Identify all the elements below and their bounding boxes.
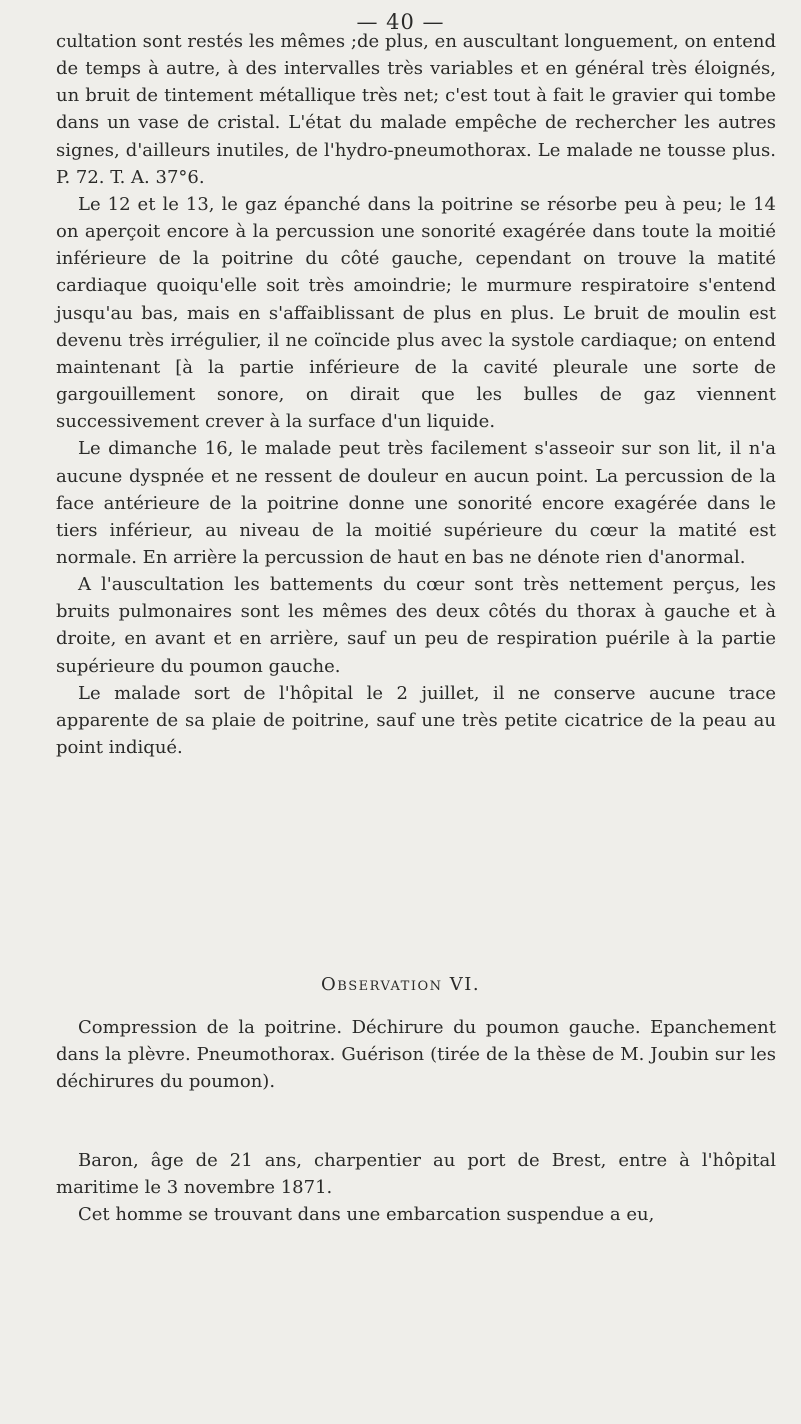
body-text-top xyxy=(56,28,776,761)
paragraph: cultation sont restés les mêmes ;de plus, en auscultant longuement, on entend de temps à autre, à des intervalles très variables et en général très éloignés, un bruit de tintement métallique très net; c'est tout à fait le gravier qui tombe dans un vase de cristal. L'état du malade empêche de rechercher les autres signes, d'ailleurs inutiles, de l'hydro-pneumothorax. Le malade ne tousse plus. P. 72. T. A. 37°6. xyxy=(56,31,776,188)
paragraph: Le 12 et le 13, le gaz épanché dans la poitrine se résorbe peu à peu; le 14 on aperçoit encore à la percussion une sonorité exagérée dans toute la moitié inférieure de la poitrine du côté gauche, cependant on trouve la matité cardiaque quoiqu'elle soit très amoindrie; le murmure respiratoire s'entend jusqu'au bas, mais en s'affaiblissant de plus en plus. Le bruit de moulin est devenu très irrégulier, il ne coïncide plus avec la systole cardiaque; on entend maintenant [à la partie inférieure de la cavité pleurale une sorte de gargouillement sonore, on dirait que les bulles de gaz viennent successivement crever à la surface d'un liquide. xyxy=(56,193,776,433)
observation-summary: Compression de la poitrine. Déchirure du poumon gauche. Epanchement dans la plèvre. Pneumothorax. Guérison (tirée de la thèse de M. Joubin sur les déchirures du poumon). xyxy=(56,1017,776,1093)
paragraph: A l'auscultation les battements du cœur sont très nettement perçus, les bruits pulmonaires sont les mêmes des deux côtés du thorax à gauche et à droite, en avant et en arrière, sauf un peu de respiration puérile à la partie supérieure du poumon gauche. xyxy=(56,574,776,677)
observation-summary-block xyxy=(56,1014,776,1095)
paragraph: Cet homme se trouvant dans une embarcation suspendue a eu, xyxy=(78,1204,655,1226)
observation-heading: Observation VI. xyxy=(320,974,481,995)
body-text-bottom xyxy=(56,1147,776,1228)
paragraph: Le dimanche 16, le malade peut très facilement s'asseoir sur son lit, il n'a aucune dyspnée et ne ressent de douleur en aucun point. La percussion de la face antérieure de la poitrine donne une sonorité encore exagérée dans le tiers inférieur, au niveau de la moitié supérieure du cœur la matité est normale. En arrière la percussion de haut en bas ne dénote rien d'anormal. xyxy=(56,438,776,568)
page-number: — 40 — xyxy=(356,10,445,34)
paragraph: Baron, âge de 21 ans, charpentier au port de Brest, entre à l'hôpital maritime le 3 novembre 1871. xyxy=(56,1150,776,1199)
paragraph: Le malade sort de l'hôpital le 2 juillet, il ne conserve aucune trace apparente de sa plaie de poitrine, sauf une très petite cicatrice de la peau au point indiqué. xyxy=(56,682,776,759)
